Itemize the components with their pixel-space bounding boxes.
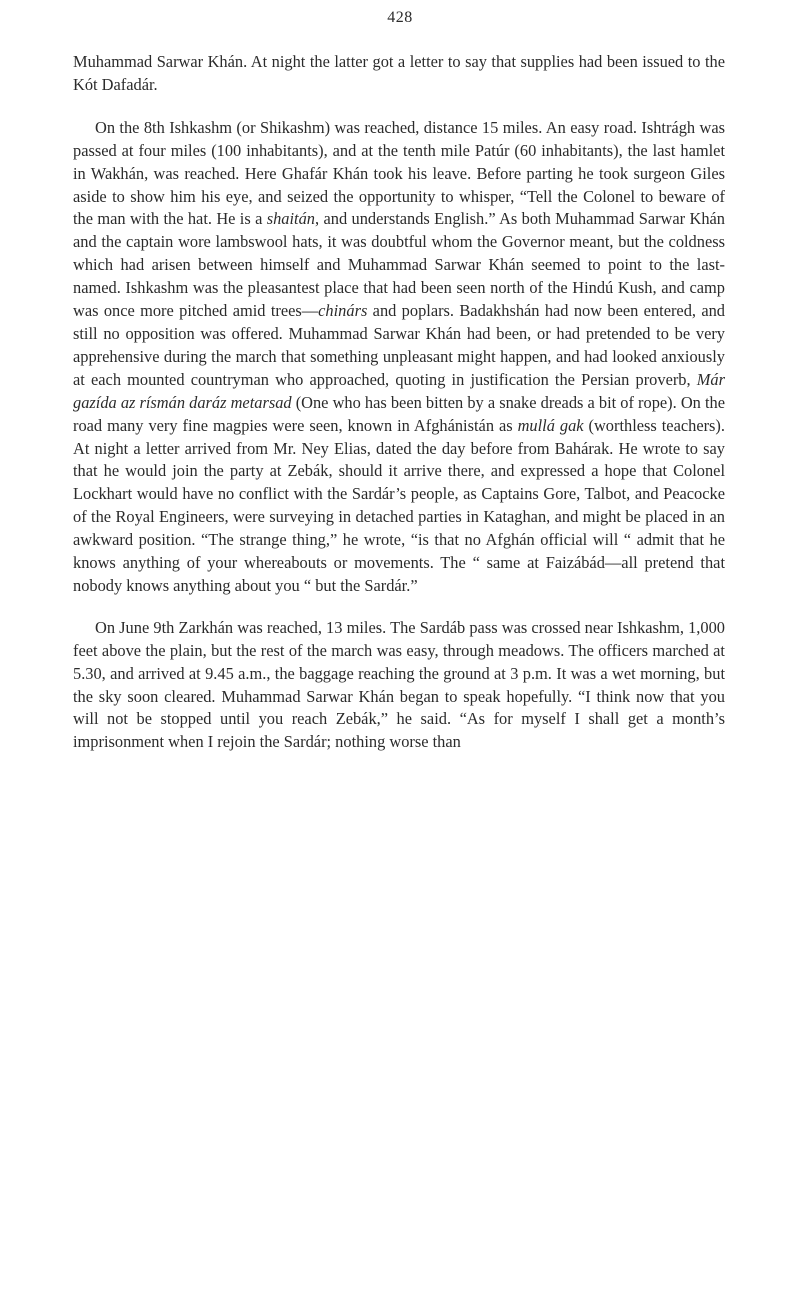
- body-text: [73, 51, 725, 754]
- text-run: (One who has been bitten by a snake dreads a bit of rope). On the road many very fine magpies were seen, known in Afghánistán as: [73, 392, 725, 435]
- italic-persian-proverb: Már gazída az rísmán daráz metarsad: [73, 369, 725, 412]
- paragraph-2: [73, 117, 725, 598]
- paragraph-1: [73, 51, 725, 97]
- text-run: (worthless teachers). At night a letter arrived from Mr. Ney Elias, dated the day before from Bahárak. He wrote to say that he would join the party at Zebák, should it arrive there, and expressed a hope that Colonel Lockhart would have no conflict with the Sardár’s people, as Captains Gore, Talbot, and Peacocke of the Royal Engineers, were surveying in detached parties in Kataghan, and might be placed in an awkward position. “The strange thing,” he wrote, “is that no Afghán official will “ admit that he knows anything of your whereabouts or movements. The “ same at Faizábád—all pretend that nobody knows anything about you “ but the Sardár.”: [73, 415, 725, 595]
- page-number: 428: [387, 9, 413, 26]
- italic-term-shaitan: shaitán: [266, 209, 316, 229]
- italic-term-chinars: chinárs: [318, 301, 368, 321]
- text-run: Muhammad Sarwar Khán. At night the latter got a letter to say that supplies had been issued to the Kót Dafadár.: [73, 52, 725, 94]
- text-run: On the 8th Ishkashm (or Shikashm) was reached, distance 15 miles. An easy road. Ishtrágh was passed at four miles (100 inhabitants), and at the tenth mile Patúr (60 inhabitants), the last hamlet in Wakhán, was reached. Here Ghafár Khán took his leave. Before parting he took surgeon Giles aside to show him his eye, and seized the opportunity to whisper, “Tell the Colonel to beware of the man with the hat. He is a: [73, 117, 725, 229]
- paragraph-3: [73, 617, 725, 754]
- text-run: , and understands English.” As both Muhammad Sarwar Khán and the captain wore lambswool hats, it was doubtful whom the Governor meant, but the coldness which had arisen between himself and Muhammad Sarwar Khán seemed to point to the last-named. Ishkashm was the pleasantest place that had been seen north of the Hindú Kush, and camp was once more pitched amid trees—: [73, 209, 725, 321]
- text-run: On June 9th Zarkhán was reached, 13 miles. The Sardáb pass was crossed near Ishkashm, 1,000 feet above the plain, but the rest of the march was easy, through meadows. The officers marched at 5.30, and arrived at 9.45 a.m., the baggage reaching the ground at 3 p.m. It was a wet morning, but the sky soon cleared. Muhammad Sarwar Khán began to speak hopefully. “I think now that you will not be stopped until you reach Zebák,” he said. “As for myself I shall get a month’s imprisonment when I rejoin the Sardár; nothing worse than: [73, 617, 725, 752]
- italic-term-mulla-gak: mullá gak: [517, 415, 584, 435]
- text-run: and poplars. Badakhshán had now been entered, and still no opposition was offered. Muhammad Sarwar Khán had been, or had pretended to be very apprehensive during the march that something unpleasant might happen, and had looked anxiously at each mounted countryman who approached, quoting in justification the Persian proverb,: [73, 301, 725, 389]
